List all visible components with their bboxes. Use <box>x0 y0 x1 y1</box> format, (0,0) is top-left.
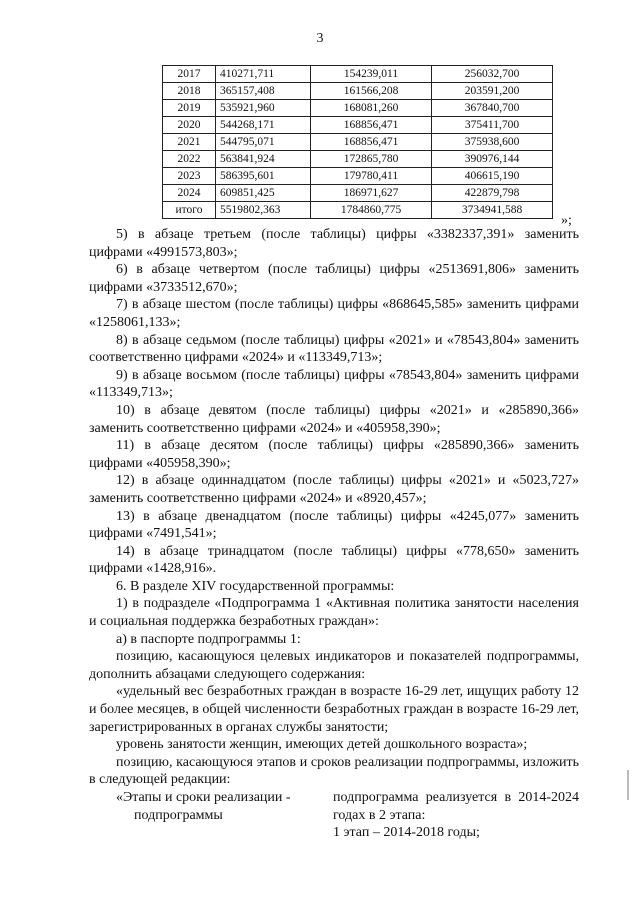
scan-edge-mark <box>627 770 629 800</box>
paragraph: 9) в абзаце восьмом (после таблицы) цифры «78543,804» заменить цифрами «113349,713»; <box>89 367 579 401</box>
paragraph: «удельный вес безработных граждан в возрасте 16-29 лет, ищущих работу 12 и более месяцев, в общей численности безработных граждан в возрасте 16-29 лет, зарегистрированных в органах службы занятости; <box>89 684 579 735</box>
table-cell: 422879,798 <box>432 185 553 202</box>
table-cell: 375411,700 <box>432 117 553 134</box>
table-cell: 1784860,775 <box>311 202 432 219</box>
table-cell: 154239,011 <box>311 66 432 83</box>
table-total-row <box>163 202 553 219</box>
stage-value-line: подпрограмма реализуется в 2014-2024 годах в 2 этапа: <box>333 790 579 823</box>
table-cell: 3734941,588 <box>432 202 553 219</box>
stage-value <box>333 789 579 842</box>
table-cell-year: 2021 <box>163 134 216 151</box>
table-row <box>163 100 553 117</box>
stage-block <box>89 789 579 842</box>
table-cell: 203591,200 <box>432 83 553 100</box>
table-cell: 168856,471 <box>311 117 432 134</box>
table-cell-year: 2020 <box>163 117 216 134</box>
table-row <box>163 66 553 83</box>
stage-label-line: «Этапы и сроки реализации - <box>116 790 291 805</box>
funding-table <box>162 65 553 219</box>
table-row <box>163 117 553 134</box>
paragraph: а) в паспорте подпрограммы 1: <box>116 631 301 647</box>
page-number: 3 <box>316 31 324 46</box>
table-cell: 586395,601 <box>216 168 311 185</box>
closing-quote: »; <box>561 213 572 228</box>
paragraph: уровень занятости женщин, имеющих детей дошкольного возраста»; <box>116 737 528 753</box>
table-cell-year: 2018 <box>163 83 216 100</box>
table-cell: 544268,171 <box>216 117 311 134</box>
table-row <box>163 151 553 168</box>
table-cell-year: 2019 <box>163 100 216 117</box>
table-cell: 563841,924 <box>216 151 311 168</box>
table-cell-year: 2017 <box>163 66 216 83</box>
table-cell: 544795,071 <box>216 134 311 151</box>
paragraph: 1) в подразделе «Подпрограмма 1 «Активная политика занятости населения и социальная поддержка безработных граждан»: <box>89 596 579 630</box>
table-row <box>163 185 553 202</box>
table-cell: 410271,711 <box>216 66 311 83</box>
paragraph: 13) в абзаце двенадцатом (после таблицы) цифры «4245,077» заменить цифрами «7491,541»; <box>89 508 579 542</box>
table-row <box>163 134 553 151</box>
table-cell: 256032,700 <box>432 66 553 83</box>
paragraph: 14) в абзаце тринадцатом (после таблицы) цифры «778,650» заменить цифрами «1428,916». <box>89 543 579 577</box>
paragraph: 8) в абзаце седьмом (после таблицы) цифры «2021» и «78543,804» заменить соответственно цифрами «2024» и «113349,713»; <box>89 332 579 366</box>
section-heading: 6. В разделе XIV государственной программы: <box>116 578 395 594</box>
table-cell-year: 2023 <box>163 168 216 185</box>
table-cell: 5519802,363 <box>216 202 311 219</box>
paragraph: 11) в абзаце десятом (после таблицы) цифры «285890,366» заменить цифрами «405958,390»; <box>89 438 579 471</box>
paragraph: позицию, касающуюся этапов и сроков реализации подпрограммы, изложить в следующей редакции: <box>89 754 579 788</box>
paragraph: 12) в абзаце одиннадцатом (после таблицы) цифры «2021» и «5023,727» заменить соответственно цифрами «2024» и «8920,457»; <box>89 473 579 506</box>
funding-table-body <box>163 66 553 219</box>
table-cell-year: 2022 <box>163 151 216 168</box>
table-cell: 367840,700 <box>432 100 553 117</box>
stage-label <box>89 789 321 842</box>
table-cell: 186971,627 <box>311 185 432 202</box>
table-cell: 161566,208 <box>311 83 432 100</box>
table-cell: 406615,190 <box>432 168 553 185</box>
table-cell: 609851,425 <box>216 185 311 202</box>
table-cell: 365157,408 <box>216 83 311 100</box>
table-cell: 535921,960 <box>216 100 311 117</box>
table-cell: 168081,260 <box>311 100 432 117</box>
paragraph: 10) в абзаце девятом (после таблицы) цифры «2021» и «285890,366» заменить соответственно цифрами «2024» и «405958,390»; <box>89 402 579 436</box>
stage-value-line: 1 этап – 2014-2018 годы; <box>333 825 480 841</box>
table-cell: 172865,780 <box>311 151 432 168</box>
table-cell: 179780,411 <box>311 168 432 185</box>
paragraph: 7) в абзаце шестом (после таблицы) цифры «868645,585» заменить цифрами «1258061,133»; <box>89 297 579 330</box>
table-cell-year: 2024 <box>163 185 216 202</box>
table-cell: 390976,144 <box>432 151 553 168</box>
paragraph: 5) в абзаце третьем (после таблицы) цифры «3382337,391» заменить цифрами «4991573,803»; <box>89 227 579 260</box>
table-cell-total-label: итого <box>163 202 216 219</box>
table-row <box>163 168 553 185</box>
table-cell: 375938,600 <box>432 134 553 151</box>
table-cell: 168856,471 <box>311 134 432 151</box>
paragraph: позицию, касающуюся целевых индикаторов и показателей подпрограммы, дополнить абзацами следующего содержания: <box>89 649 579 682</box>
paragraph: 6) в абзаце четвертом (после таблицы) цифры «2513691,806» заменить цифрами «3733512,670»; <box>89 262 579 295</box>
table-row <box>163 83 553 100</box>
amendments-text <box>89 226 579 842</box>
stage-label-line: подпрограммы <box>134 807 223 823</box>
